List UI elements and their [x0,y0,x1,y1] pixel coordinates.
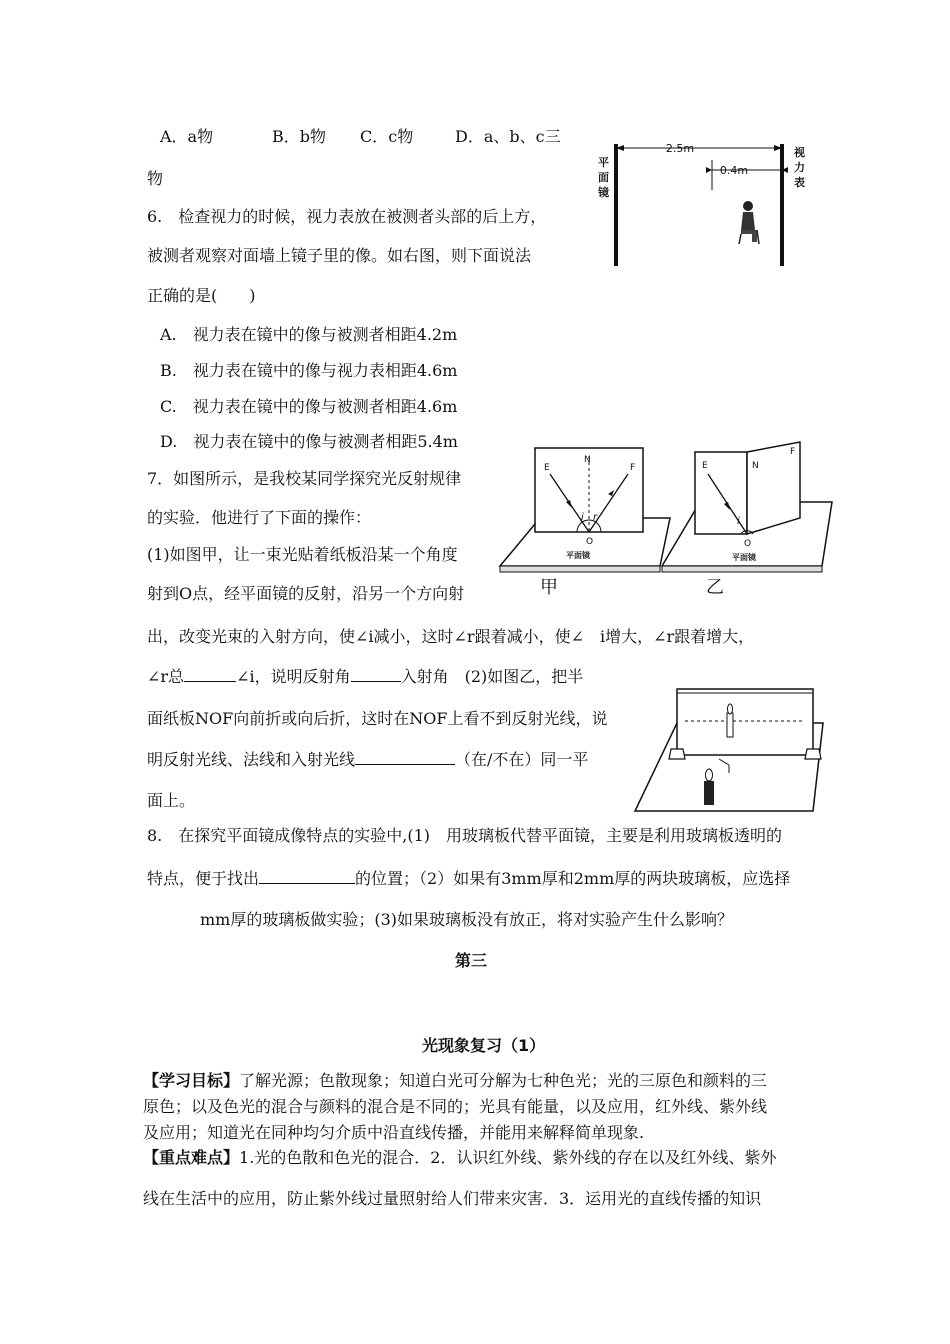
q7-line-6-c: 入射角 (2)如图乙，把半 [400,667,584,686]
review-title: 光现象复习（1） [422,1036,546,1055]
q6-stem-line-3: 正确的是( ) [147,286,256,305]
label-e-b: E [702,461,708,471]
caption-jia: 甲 [540,577,558,598]
q7-line-4: 射到O点，经平面镜的反射，沿另一个方向射 [147,584,465,603]
mirror-label-a: 平面镜 [566,551,590,560]
key-line-1 [143,1148,776,1168]
label-r-a: r [593,512,598,523]
label-n-b: N [752,461,759,471]
q6-option-d: D. 视力表在镜中的像与被测者相距5.4m [160,432,458,451]
label-i-b: i [737,516,740,527]
chart-label-3: 表 [794,176,805,189]
q5-option-c: C．c物 [360,127,414,146]
q8-line-2 [147,869,790,889]
q8-line-2-b: 的位置；（2）如果有3mm厚和2mm厚的两块玻璃板，应选择 [355,869,791,888]
q7-line-7: 面纸板NOF向前折或向后折，这时在NOF上看不到反射光线，说 [147,709,608,728]
q7-line-3: (1)如图甲，让一束光贴着纸板沿某一个角度 [147,545,458,564]
q7-line-5: 出，改变光束的入射方向，使∠i减小，这时∠r跟着减小，使∠ i增大，∠r跟着增大， [147,627,755,646]
mirror-label-2: 面 [598,171,609,184]
goal-text-1: 了解光源；色散现象；知道白光可分解为七种色光；光的三原色和颜料的三 [239,1071,768,1090]
q7-line-2: 的实验．他进行了下面的操作： [147,508,372,527]
goal-line-3: 及应用；知道光在同种均匀介质中沿直线传播，并能用来解释简单现象. [143,1123,645,1142]
reflection-experiment-figure [500,438,840,598]
key-line-2: 线在生活中的应用，防止紫外线过量照射给人们带来灾害．3．运用光的直线传播的知识 [143,1189,762,1208]
q7-line-6-b: ∠i，说明反射角 [236,667,351,686]
q6-stem-line-1: 6. 检查视力的时候，视力表放在被测者头部的后上方， [147,207,547,226]
label-f-a: F [630,463,636,473]
label-n-a: N [584,455,591,465]
chart-label-1: 视 [794,146,805,159]
q5-option-d: D．a、b、c三 [455,127,561,146]
person-icon [739,201,759,244]
q7-line-6-a: ∠r总 [147,667,185,686]
q6-stem-line-2: 被测者观察对面墙上镜子里的像。如右图，则下面说法 [147,246,532,265]
goal-line-2: 原色；以及色光的混合与颜料的混合是不同的；光具有能量，以及应用，红外线、紫外线 [143,1097,768,1116]
label-f-b: F [790,447,796,457]
answer-blank-1[interactable] [184,667,236,682]
mirror-label-1: 平 [598,156,609,169]
distance-small-label: 0.4m [719,164,749,177]
q7-line-8-a: 明反射光线、法线和入射光线 [147,750,356,769]
key-label: 【重点难点】 [143,1148,240,1167]
section-title: 第三 [455,951,488,970]
answer-blank-2[interactable] [351,667,401,682]
q6-option-a: A. 视力表在镜中的像与被测者相距4.2m [160,325,458,344]
glass-plate-candle-figure [635,685,835,815]
label-e-a: E [544,463,550,473]
mirror-label [598,155,609,199]
q7-line-1: 7．如图所示，是我校某同学探究光反射规律 [147,469,462,488]
chart-label [793,145,805,189]
mirror-label-3: 镜 [598,186,609,199]
label-o-a: O [586,537,594,547]
caption-yi: 乙 [706,577,724,598]
chart-label-2: 力 [794,161,805,174]
distance-total-label: 2.5m [665,142,695,155]
goal-label: 【学习目标】 [143,1071,240,1090]
q5-option-a: A．a物 [160,127,214,146]
q8-line-1: 8. 在探究平面镜成像特点的实验中,(1) 用玻璃板代替平面镜，主要是利用玻璃板透明的 [147,826,783,845]
label-i-a: i [581,512,584,523]
q8-line-2-a: 特点，便于找出 [147,869,260,888]
q6-option-b: B. 视力表在镜中的像与视力表相距4.6m [160,361,458,380]
label-o-b: O [744,539,752,549]
q7-line-8 [147,750,588,770]
q6-option-c: C. 视力表在镜中的像与被测者相距4.6m [160,397,458,416]
q8-line-3: mm厚的玻璃板做实验；(3)如果玻璃板没有放正，将对实验产生什么影响？ [200,910,734,929]
q7-line-6 [147,667,583,687]
q7-line-8-b: （在/不在）同一平 [455,750,589,769]
q5-option-b: B．b物 [272,127,327,146]
q7-line-9: 面上。 [147,791,196,810]
eye-test-figure [592,130,822,270]
answer-blank-3[interactable] [355,750,455,765]
key-text-1: 1.光的色散和色光的混合．2．认识红外线、紫外线的存在以及红外线、紫外 [239,1148,777,1167]
mirror-label-b: 平面镜 [732,553,756,562]
goal-line-1 [143,1071,767,1091]
answer-blank-4[interactable] [259,869,355,884]
q5-continuation: 物 [147,169,164,188]
